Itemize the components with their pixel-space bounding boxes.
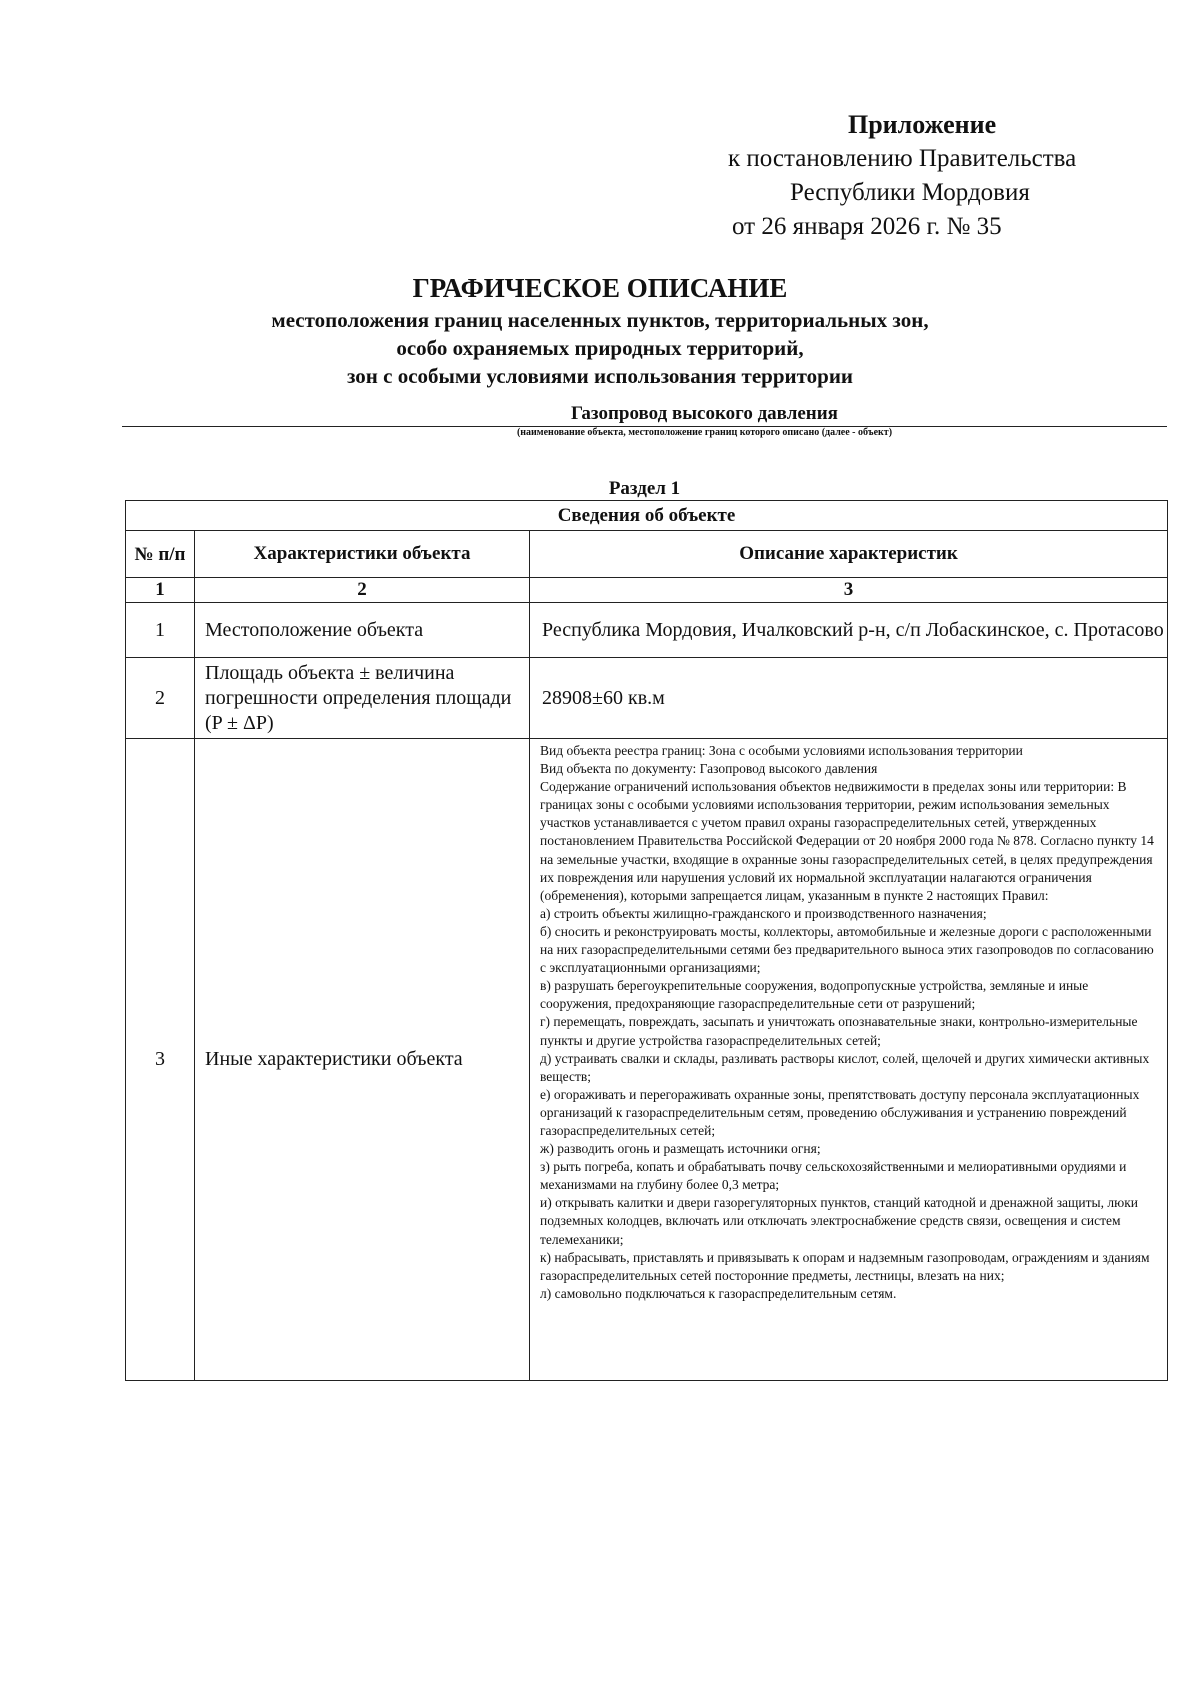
table-row (126, 739, 1168, 1381)
section-title: Раздел 1 (608, 478, 681, 499)
row-number: 3 (126, 739, 195, 1381)
column-index: 3 (530, 578, 1168, 603)
restriction-item: з) рыть погреба, копать и обрабатывать почву сельскохозяйственными и мелиоративными орудиями и механизмами на глубину более 0,3 метра; (540, 1159, 1127, 1193)
document-title: ГРАФИЧЕСКОЕ ОПИСАНИЕ (412, 273, 788, 303)
appendix-block (728, 108, 1148, 244)
row-characteristic: Местоположение объекта (195, 603, 530, 658)
column-index: 1 (126, 578, 195, 603)
restriction-item: в) разрушать берегоукрепительные сооружения, водопропускные устройства, земляные и иные сооружения, предохраняющие газораспределительные сети от разрушений; (540, 978, 1089, 1012)
description-line: Вид объекта по документу: Газопровод высокого давления (540, 761, 878, 777)
restriction-item: л) самовольно подключаться к газораспределительным сетям. (540, 1285, 897, 1301)
description-line: Содержание ограничений использования объектов недвижимости в пределах зоны или территории: В границах зоны с особыми условиями использования территории, режим использования земельных участков устанавливается с учетом правил охраны газораспределительных сетей, утвержденных постановлением Правительства Российской Федерации от 20 ноября 2000 года № 878. Согласно пункту 14 на земельные участки, входящие в охранные зоны газораспределительных сетей, в целях предупреждения их повреждения или нарушения условий их нормальной эксплуатации налагаются ограничения (обременения), которыми запрещается лицам, указанным в пункте 2 настоящих Правил: (540, 779, 1154, 903)
restriction-item: ж) разводить огонь и размещать источники огня; (540, 1141, 821, 1157)
header-description: Описание характеристик (530, 531, 1168, 578)
table-caption: Сведения об объекте (126, 501, 1168, 531)
appendix-title: Приложение (848, 110, 997, 139)
restriction-item: к) набрасывать, приставлять и привязывать к опорам и надземным газопроводам, ограждениям и зданиям газораспределительных сетей посторонние предметы, лестницы, влезать на них; (540, 1249, 1150, 1283)
row-description: Республика Мордовия, Ичалковский р-н, с/п Лобаскинское, с. Протасово (530, 603, 1168, 658)
document-subtitle-line: особо охраняемых природных территорий, (396, 336, 804, 360)
document-heading (180, 270, 1020, 390)
table-row (126, 603, 1168, 658)
header-characteristics: Характеристики объекта (195, 531, 530, 578)
row-description: 28908±60 кв.м (530, 658, 1168, 739)
object-name-hint: (наименование объекта, местоположение границ которого описано (далее - объект) (516, 427, 893, 438)
description-line: Вид объекта реестра границ: Зона с особыми условиями использования территории (540, 743, 1023, 758)
row-description (530, 739, 1168, 1381)
object-info-table (125, 500, 1168, 1381)
restriction-item: д) устраивать свалки и склады, разливать растворы кислот, солей, щелочей и других химически активных веществ; (540, 1050, 1150, 1084)
table-row (126, 658, 1168, 739)
header-num: № п/п (126, 531, 195, 578)
row-characteristic: Площадь объекта ± величина погрешности определения площади (P ± ΔP) (195, 658, 530, 739)
document-subtitle-line: зон с особыми условиями использования территории (346, 364, 854, 388)
document-subtitle-line: местоположения границ населенных пунктов, территориальных зон, (271, 308, 929, 332)
restriction-item: е) огораживать и перегораживать охранные зоны, препятствовать доступу персонала эксплуатационных организаций к газораспределительным сетям, проведению обслуживания и устранению повреждений газораспределительных сетей; (540, 1086, 1140, 1138)
restriction-item: а) строить объекты жилищно-гражданского и производственного назначения; (540, 905, 987, 921)
appendix-line: к постановлению Правительства (728, 145, 1077, 172)
row-number: 1 (126, 603, 195, 658)
row-number: 2 (126, 658, 195, 739)
restriction-item: и) открывать калитки и двери газорегуляторных пунктов, станций катодной и дренажной защиты, люки подземных колодцев, включать или отключать электроснабжение средств связи, освещения и систем телемеханики; (540, 1195, 1138, 1247)
row-characteristic: Иные характеристики объекта (195, 739, 530, 1381)
table-header-row (126, 531, 1168, 578)
object-name: Газопровод высокого давления (571, 403, 838, 424)
appendix-line: Республики Мордовия (790, 179, 1030, 206)
appendix-date: от 26 января 2026 г. № 35 (732, 213, 1002, 240)
restriction-item: б) сносить и реконструировать мосты, коллекторы, автомобильные и железные дороги с расположенными на них газораспределительными сетями без предварительного выноса этих газопроводов по согласованию с эксплуатационными организациями; (540, 923, 1154, 976)
restriction-item: г) перемещать, повреждать, засыпать и уничтожать опознавательные знаки, контрольно-измерительные пункты и другие устройства газораспределительных сетей; (540, 1014, 1138, 1048)
object-name-block (122, 403, 1167, 439)
column-index: 2 (195, 578, 530, 603)
column-index-row (126, 578, 1168, 603)
